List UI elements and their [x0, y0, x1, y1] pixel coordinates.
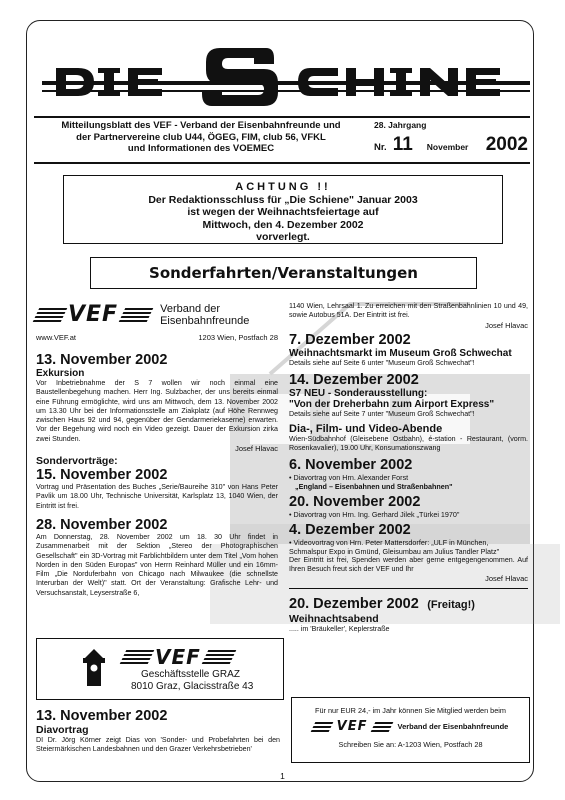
event-title: Diavortrag: [36, 724, 89, 736]
event-date: 13. November 2002: [36, 708, 168, 724]
event-title: S7 NEU - Sonderausstellung:: [289, 387, 428, 399]
right-column: [289, 302, 528, 635]
event-title: Weihnachtsabend: [289, 613, 379, 626]
volume-label: 28. Jahrgang: [374, 120, 427, 130]
column-divider: [289, 588, 528, 589]
event-date: 6. November 2002: [289, 456, 413, 473]
event-body: DI Dr. Jörg Körner zeigt Dias von 'Sonder- und Probefahrten bei den Steiermärkischen Landesbahnen und den Grazer Verkehrsbetrieben': [36, 736, 280, 754]
vef-org-name: [160, 303, 249, 327]
event-day: (Freitag!): [427, 599, 475, 612]
notice-line-1: Der Redaktionsschluss für „Die Schiene" Januar 2003: [148, 193, 418, 206]
deadline-notice: [63, 175, 503, 244]
desc-line-3: und Informationen des VOEMEC: [127, 143, 275, 154]
issue-nr-label: Nr.: [374, 142, 387, 153]
membership-offer: Für nur EUR 24,- im Jahr können Sie Mitglied werden beim: [314, 706, 507, 715]
continuation-signature: Josef Hlavac: [485, 320, 528, 330]
notice-line-3: Mittwoch, den 4. Dezember 2002: [202, 218, 364, 231]
notice-title: ACHTUNG !!: [235, 181, 331, 193]
masthead-divider: [34, 116, 530, 118]
event-title: Exkursion: [36, 368, 85, 379]
issue-line: [374, 134, 534, 156]
section-title: Sonderfahrten/Veranstaltungen: [90, 257, 477, 289]
desc-line-1: Mitteilungsblatt des VEF - Verband der Eisenbahnfreunde und: [61, 120, 341, 131]
vef-logo-text: VEF: [68, 302, 119, 327]
notice-line-4: vorverlegt.: [256, 231, 310, 243]
event-date: 4. Dezember 2002: [289, 521, 411, 538]
vef-wing-left-icon: [310, 722, 333, 732]
vef-wing-right-icon: [371, 722, 394, 732]
membership-box: [291, 697, 530, 763]
event-signature: Josef Hlavac: [235, 444, 278, 454]
left-column: [36, 352, 278, 598]
sondervortraege-heading: Sondervorträge:: [36, 455, 118, 468]
event-body: Vortrag und Präsentation des Buches „Serie/Baureihe 310" von Hans Peter Pavlik um 18.00 Uhr, Technische Universität, Karlsplatz 13, 1040 Wien, der Eintritt ist frei.: [36, 483, 278, 510]
issue-info: [374, 120, 534, 156]
event-series-title: Dia-, Film- und Video-Abende: [289, 423, 443, 436]
event-title: "Von der Dreherbahn zum Airport Express": [289, 398, 495, 410]
event-body: Der Eintritt ist frei, Spenden werden aber gerne entgegengenommen. Auf Ihren Besuch freut sich der VEF und Ihr: [289, 555, 528, 574]
event-date: 13. November 2002: [36, 352, 168, 368]
event-date: 15. November 2002: [36, 467, 168, 484]
page-number: 1: [280, 771, 285, 781]
issue-number: 11: [392, 134, 413, 155]
event-signature: Josef Hlavac: [485, 574, 528, 584]
issue-month: November: [426, 142, 469, 152]
membership-org: [292, 719, 529, 734]
event-bullet-text: Diavortrag von Hrn. Alexander Forst: [293, 472, 409, 482]
event-title: Weihnachtsmarkt im Museum Groß Schwechat: [289, 347, 512, 359]
graz-office-address: 8010 Graz, Glacisstraße 43: [131, 681, 254, 692]
event-body: Details siehe auf Seite 7 unter "Museum Groß Schwechat"!: [289, 409, 475, 418]
vef-address: 1203 Wien, Postfach 28: [198, 333, 278, 342]
graz-office-box: [36, 638, 284, 700]
issue-year: 2002: [485, 134, 528, 155]
vef-contact: [36, 333, 278, 342]
graz-vef-logo: [123, 645, 233, 669]
vef-website[interactable]: www.VEF.at: [36, 333, 77, 342]
event-date: 20. November 2002: [289, 493, 421, 510]
desc-line-2: der Partnervereine club U44, ÖGEG, FIM, club 56, VFKL: [76, 131, 326, 143]
publication-description: [40, 120, 362, 155]
event-date-line: [289, 595, 528, 613]
event-date: 28. November 2002: [36, 516, 168, 533]
event-body: Am Donnerstag, 28. November 2002 um 18. 30 Uhr findet in Zusammenarbeit mit der Sektion „Stereo der Photographischen Gesellschaft" ein 3D-Vortrag mit Farblichtbildern unter dem Titel „Vom hohen Norden in den Süden Europas" von Herrn Reinhard Müller und ein 16mm-Film „Die Norduferbahn von Chicago nach Milwaukee (die schnellste Interurban der Welt)" statt. Ort der Veranstaltung: Grafische Lehr- und Versuchsanstalt, Leyserstraße 6,: [36, 532, 278, 597]
vef-wing-right-icon: [202, 650, 237, 664]
masthead-rail-graphic: [34, 44, 530, 114]
continuation-text: 1140 Wien, Lehrsaal 1. Zu erreichen mit den Straßenbahnlinien 10 und 49, sowie Autobus 51A. Der Eintritt ist frei.: [289, 302, 528, 320]
event-date: 7. Dezember 2002: [289, 331, 411, 348]
bottom-left-event: [36, 708, 280, 755]
vef-org-line-2: Eisenbahnfreunde: [160, 314, 250, 327]
membership-org-name: Verband der Eisenbahnfreunde: [397, 722, 509, 731]
event-date: 14. Dezember 2002: [289, 371, 419, 388]
vef-logo-text: VEF: [336, 719, 368, 734]
membership-address: Schreiben Sie an: A-1203 Wien, Postfach 28: [338, 740, 483, 749]
vef-wing-left-icon: [120, 650, 155, 664]
event-date: 20. Dezember 2002: [289, 596, 419, 613]
vef-org-line-1: Verband der: [160, 302, 221, 315]
subhead-divider: [34, 162, 530, 164]
vef-wing-right-icon: [119, 308, 154, 322]
event-bullet-text: Diavortrag von Hrn. Ing. Gerhard Jilek „Türkei 1970": [293, 509, 460, 519]
event-bullet: • Diavortrag von Hrn. Ing. Gerhard Jilek „Türkei 1970": [289, 509, 460, 519]
event-bullet: • Videovortrag von Hrn. Peter Mattersdorfer: „ULF in München, Schmalspur Expo in Gmünd, Gleisumbau am Julius Tandler Platz": [289, 537, 500, 556]
graz-office-name: Geschäftsstelle GRAZ: [141, 669, 240, 680]
clocktower-icon: [81, 648, 107, 688]
vef-header: [36, 302, 278, 342]
event-body: ..... im 'Bräukeller', Keplerstraße: [289, 625, 390, 634]
event-bullet-text: Videovortrag von Hrn. Peter Mattersdorfer: „ULF in München, Schmalspur Expo in Gmünd, Gleisumbau am Julius Tandler Platz": [289, 537, 500, 556]
event-body: Vor Inbetriebnahme der S 7 wollen wir noch einmal eine Baustellenbegehung machen. Herr Ing. Sulzbacher, der uns bereits einmal eine Führung ermöglichte, wird uns am Mittwoch, dem 13. November 2002 um 13.30 Uhr bei der Informationsstelle am Ziakplatz (auf Höhe Rennweg zwischen Haus 92 und 94, gegenüber der Gendarmeriekaserne) erwarten. Vor der Begehung wird noch ein Video gezeigt. Dauer der Exkursion zirka zwei Stunden.: [36, 379, 278, 443]
masthead-logo: [34, 44, 530, 114]
vef-logo-text: VEF: [155, 645, 201, 669]
vef-wing-left-icon: [33, 308, 68, 322]
vef-logo: [36, 302, 278, 327]
notice-line-2: ist wegen der Weihnachtsfeiertage auf: [187, 206, 379, 218]
event-body: Wien-Südbahnhof (Gleisebene Ostbahn), é-station - Restaurant, (vorm. Rosenkavalier), 19.00 Uhr, Konsumationszwang: [289, 435, 528, 453]
event-bullet: • Diavortrag von Hrn. Alexander Forst: [289, 472, 409, 482]
event-bullet-title: „England – Eisenbahnen und Straßenbahnen": [295, 481, 453, 491]
event-body: Details siehe auf Seite 6 unter "Museum Groß Schwechat"!: [289, 358, 475, 367]
